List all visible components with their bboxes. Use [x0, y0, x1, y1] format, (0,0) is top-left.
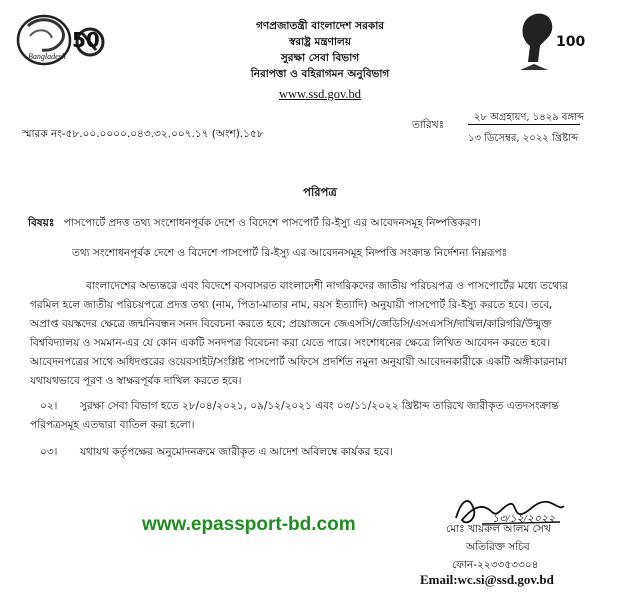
govt-name: গণপ্রজাতন্ত্রী বাংলাদেশ সরকার	[255, 20, 385, 32]
para1-line-6: যথাযথভাবে পূরণ ও স্বাক্ষরপূর্বক দাখিল করতে হবে।	[30, 375, 242, 387]
para3-number: ০৩।	[40, 446, 58, 458]
signatory-phone: ফোন-২২৩৩৫৩৩০৪	[452, 559, 539, 571]
subject-line	[28, 215, 481, 232]
logo-right-number: 100	[556, 34, 586, 50]
para1-line-3: অপ্রাপ্ত বয়স্কদের ক্ষেত্রে জন্মনিবন্ধন সনদ বিবেচনা করতে হবে; প্রয়োজনে জেএসসি/জেডিসি/এসএসসি/দাখিল/কারিগরি/উন্মুক্ত	[30, 318, 552, 330]
para2-line-1: সুরক্ষা সেবা বিভাগ হতে ২৮/০৪/২০২১, ০৯/১২/২০২১ এবং ০৩/১১/২০২২ খ্রিষ্টাব্দ তারিখে জারীকৃত এতদসংক্রান্ত	[80, 400, 559, 412]
logo-left-number: 50	[72, 28, 100, 52]
date-bangla: ২৮ অগ্রহায়ণ, ১৪২৯ বঙ্গাব্দ	[474, 112, 585, 123]
watermark-text: www.epassport-bd.com	[142, 514, 356, 535]
subject-text: পাসপোর্টে প্রদত্ত তথ্য সংশোধনপূর্বক দেশে ও বিদেশে পাসপোর্ট রি-ইস্যু এর আবেদনসমূহ নিষ্পত্তিকরণ।	[63, 217, 481, 229]
doc-title: পরিপত্র	[303, 185, 337, 199]
website-link[interactable]: www.ssd.gov.bd	[278, 87, 362, 101]
signature-date: ১৩/১২/২০২২	[492, 513, 556, 525]
para1-line-1: বাংলাদেশের অভ্যন্তরে এবং বিদেশে বসবাসরত বাংলাদেশী নাগরিকদের জাতীয় পরিচয়পত্র ও পাসপোর্টের মধ্যে তথ্যের	[86, 280, 568, 292]
ministry-name: স্বরাষ্ট্র মন্ত্রণালয়	[288, 36, 352, 48]
intro-text: তথ্য সংশোধনপূর্বক দেশে ও বিদেশে পাসপোর্ট রি-ইস্যু এর আবেদনসমূহ নিষ্পত্তি সংক্রান্ত নির্দেশনা নিম্নরূপঃ	[72, 247, 508, 259]
division-name: সুরক্ষা সেবা বিভাগ	[280, 52, 360, 64]
para2-line-2: পরিপত্রসমূহ এতদ্বারা বাতিল করা হলো।	[30, 419, 195, 431]
para1-line-4: বিশ্ববিদ্যালয় ও সমমান-এর যে কোন একটি সনদপত্র বিবেচনা করা যেতে পারে। সংশোধনের ক্ষেত্রে লিখিত আবেদন করতে হবে।	[30, 337, 551, 349]
signatory-name: মোঃ খায়রুল আলম সেখ	[446, 523, 551, 535]
subject-label: বিষয়ঃ	[28, 217, 55, 229]
date-english: ১৩ ডিসেম্বর, ২০২২ খ্রিষ্টাব্দ	[468, 133, 579, 144]
logo-left-text: Bangladesh	[28, 52, 66, 61]
wing-name: নিরাপত্তা ও বহিরাগমন অনুবিভাগ	[250, 68, 390, 80]
memo-ref: স্মারক নং-৫৮.০০.০০০০.০৪৩.৩২.০০৭.১৭ (অংশ).১৫৮	[22, 128, 264, 140]
para2-number: ০২।	[40, 400, 58, 412]
date-divider	[468, 124, 580, 125]
para1-line-5: আবেদনপত্রের সাথে অধিদপ্তরের ওয়েবসাইট/সংশ্লিষ্ট পাসপোর্ট অফিসে প্রদর্শিত নমুনা অনুযায়ী আবেদনকারীকে একটি অঙ্গীকারনামা	[30, 356, 567, 368]
date-label: তারিখঃ	[412, 119, 445, 131]
para3-text: যথাযথ কর্তৃপক্ষের অনুমোদনক্রমে জারীকৃত এ আদেশ অবিলম্বে কার্যকর হবে।	[80, 446, 394, 458]
website-row	[0, 83, 640, 102]
signatory-email[interactable]: Email:wc.si@ssd.gov.bd	[420, 572, 554, 587]
para1-line-2: গরমিল হলে জাতীয় পরিচয়পত্রে প্রদত্ত তথ্য (নাম, পিতা-মাতার নাম, বয়স ইত্যাদি) অনুযায়ী পাসপোর্ট রি-ইস্যু করতে হবে। তবে,	[30, 299, 553, 311]
signatory-designation: অতিরিক্ত সচিব	[466, 541, 530, 553]
